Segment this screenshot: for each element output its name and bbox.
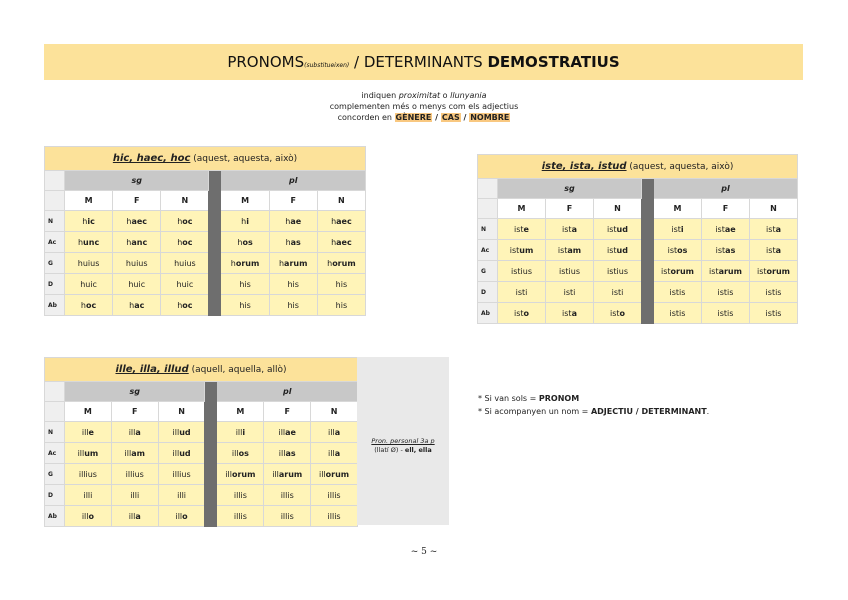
declension-cell: istis: [702, 282, 750, 303]
case-label: Ac: [45, 232, 65, 253]
declension-cell: istorum: [654, 261, 702, 282]
header-gender: F: [269, 191, 317, 211]
case-label: Ac: [45, 443, 65, 464]
declension-cell: illud: [158, 422, 205, 443]
declension-cell: hi: [221, 211, 269, 232]
declension-cell: illorum: [311, 464, 358, 485]
declension-cell: istis: [654, 282, 702, 303]
corner-cell: [45, 171, 65, 191]
case-label: Ab: [45, 295, 65, 316]
declension-cell: istius: [594, 261, 642, 282]
corner-cell: [478, 179, 498, 199]
declension-cell: istos: [654, 240, 702, 261]
column-separator: [209, 171, 221, 316]
header-plural: pl: [654, 179, 798, 199]
case-label: N: [478, 219, 498, 240]
declension-cell: haec: [317, 211, 365, 232]
declension-cell: istud: [594, 219, 642, 240]
declension-cell: hos: [221, 232, 269, 253]
table-title: [45, 147, 366, 171]
header-gender: M: [498, 199, 546, 219]
header-gender: N: [161, 191, 209, 211]
declension-cell: huius: [65, 253, 113, 274]
declension-cell: illis: [217, 506, 264, 527]
declension-cell: illis: [264, 485, 311, 506]
declension-cell: illis: [217, 485, 264, 506]
declension-cell: istis: [654, 303, 702, 324]
table-title-words: hic, haec, hoc: [112, 153, 191, 164]
declension-cell: illae: [264, 422, 311, 443]
header-singular: sg: [65, 382, 205, 402]
declension-cell: istum: [498, 240, 546, 261]
declension-cell: has: [269, 232, 317, 253]
side-note-title: Pron. personal 3a p: [371, 437, 435, 445]
declension-cell: istud: [594, 240, 642, 261]
corner-cell: [478, 199, 498, 219]
declension-cell: illius: [65, 464, 112, 485]
personal-pronoun-note: Pron. personal 3a p (llatí Ø) - ell, ella: [357, 357, 449, 525]
declension-cell: illa: [311, 422, 358, 443]
header-singular: sg: [498, 179, 642, 199]
corner-cell: [45, 382, 65, 402]
declension-cell: istam: [546, 240, 594, 261]
header-gender: N: [750, 199, 798, 219]
header-gender: F: [111, 402, 158, 422]
declension-cell: illarum: [264, 464, 311, 485]
declension-cell: isti: [654, 219, 702, 240]
table-hic-haec-hoc: [44, 146, 366, 316]
header-gender: N: [158, 402, 205, 422]
declension-cell: haec: [317, 232, 365, 253]
declension-cell: harum: [269, 253, 317, 274]
declension-cell: illas: [264, 443, 311, 464]
header-gender: M: [65, 191, 113, 211]
declension-cell: istas: [702, 240, 750, 261]
declension-cell: istis: [702, 303, 750, 324]
declension-cell: illi: [111, 485, 158, 506]
declension-cell: illius: [111, 464, 158, 485]
declension-cell: istius: [546, 261, 594, 282]
declension-cell: his: [221, 295, 269, 316]
table-title-words: iste, ista, istud: [541, 161, 627, 172]
case-label: G: [478, 261, 498, 282]
case-label: Ab: [478, 303, 498, 324]
case-label: D: [45, 274, 65, 295]
declension-cell: ista: [750, 219, 798, 240]
declension-cell: istarum: [702, 261, 750, 282]
header-plural: pl: [221, 171, 366, 191]
declension-cell: huic: [65, 274, 113, 295]
table-iste-ista-istud: [477, 154, 798, 324]
header-plural: pl: [217, 382, 358, 402]
declension-cell: isto: [498, 303, 546, 324]
header-gender: F: [113, 191, 161, 211]
note-determinant: * Si acompanyen un nom = ADJECTIU / DETERMINANT.: [478, 407, 710, 416]
declension-cell: hoc: [161, 232, 209, 253]
declension-cell: horum: [317, 253, 365, 274]
title-determinants: / DETERMINANTS: [349, 53, 488, 71]
declension-cell: istae: [702, 219, 750, 240]
table-title-gloss: (aquest, aquesta, això): [626, 162, 734, 172]
declension-cell: illum: [65, 443, 112, 464]
declension-cell: illa: [311, 443, 358, 464]
declension-cell: hic: [65, 211, 113, 232]
header-gender: F: [264, 402, 311, 422]
declension-cell: isti: [498, 282, 546, 303]
header-gender: M: [221, 191, 269, 211]
table-title-words: ille, illa, illud: [115, 364, 189, 375]
declension-cell: his: [317, 295, 365, 316]
declension-cell: istorum: [750, 261, 798, 282]
intro-text: indiquen proximitat o llunyania complementen més o menys com els adjectius concorden en GÈNERE / CAS / NOMBRE: [329, 91, 519, 122]
header-gender: M: [217, 402, 264, 422]
declension-cell: illi: [217, 422, 264, 443]
declension-cell: illud: [158, 443, 205, 464]
declension-cell: huius: [113, 253, 161, 274]
page-title: [44, 44, 803, 80]
page-number: ~ 5 ~: [410, 547, 438, 557]
declension-cell: illius: [158, 464, 205, 485]
declension-cell: hoc: [65, 295, 113, 316]
header-gender: F: [546, 199, 594, 219]
declension-cell: isti: [546, 282, 594, 303]
tag-nombre: NOMBRE: [470, 113, 510, 122]
declension-cell: his: [317, 274, 365, 295]
declension-cell: huic: [161, 274, 209, 295]
header-singular: sg: [65, 171, 209, 191]
case-label: G: [45, 253, 65, 274]
table-title: [478, 155, 798, 179]
declension-cell: his: [269, 295, 317, 316]
declension-cell: illo: [65, 506, 112, 527]
column-separator: [205, 382, 217, 527]
declension-cell: hoc: [161, 295, 209, 316]
case-label: N: [45, 211, 65, 232]
column-separator: [642, 179, 654, 324]
declension-cell: istis: [750, 282, 798, 303]
declension-cell: illi: [158, 485, 205, 506]
corner-cell: [45, 402, 65, 422]
table-title-gloss: (aquest, aquesta, això): [190, 154, 298, 164]
header-gender: F: [702, 199, 750, 219]
declension-cell: huic: [113, 274, 161, 295]
declension-cell: hanc: [113, 232, 161, 253]
tag-cas: CAS: [441, 113, 460, 122]
title-subtitle: (substitueixen): [304, 62, 350, 69]
table-ille-illa-illud: [44, 357, 358, 527]
declension-cell: hae: [269, 211, 317, 232]
declension-cell: isto: [594, 303, 642, 324]
header-gender: M: [65, 402, 112, 422]
declension-cell: his: [221, 274, 269, 295]
declension-cell: illi: [65, 485, 112, 506]
title-pronoms: PRONOMS: [227, 53, 305, 71]
usage-notes: [478, 392, 709, 418]
declension-cell: hunc: [65, 232, 113, 253]
declension-cell: illa: [111, 506, 158, 527]
case-label: Ac: [478, 240, 498, 261]
declension-cell: ista: [750, 240, 798, 261]
case-label: Ab: [45, 506, 65, 527]
case-label: G: [45, 464, 65, 485]
note-pronom: * Si van sols = PRONOM: [478, 394, 580, 403]
header-gender: M: [654, 199, 702, 219]
corner-cell: [45, 191, 65, 211]
declension-cell: his: [269, 274, 317, 295]
table-title: [45, 358, 358, 382]
declension-cell: ista: [546, 303, 594, 324]
declension-cell: horum: [221, 253, 269, 274]
table-title-gloss: (aquell, aquella, allò): [188, 365, 287, 375]
declension-cell: huius: [161, 253, 209, 274]
declension-cell: illam: [111, 443, 158, 464]
declension-cell: illorum: [217, 464, 264, 485]
declension-cell: haec: [113, 211, 161, 232]
declension-cell: hac: [113, 295, 161, 316]
case-label: D: [45, 485, 65, 506]
declension-cell: ista: [546, 219, 594, 240]
case-label: N: [45, 422, 65, 443]
header-gender: N: [317, 191, 365, 211]
declension-cell: illis: [264, 506, 311, 527]
declension-cell: isti: [594, 282, 642, 303]
title-demostratius: DEMOSTRATIUS: [487, 53, 620, 71]
declension-cell: illis: [311, 506, 358, 527]
header-gender: N: [311, 402, 358, 422]
declension-cell: ille: [65, 422, 112, 443]
declension-cell: illa: [111, 422, 158, 443]
declension-cell: illis: [311, 485, 358, 506]
tag-genere: GÈNERE: [395, 113, 432, 122]
case-label: D: [478, 282, 498, 303]
declension-cell: illos: [217, 443, 264, 464]
header-gender: N: [594, 199, 642, 219]
declension-cell: illo: [158, 506, 205, 527]
declension-cell: iste: [498, 219, 546, 240]
declension-cell: hoc: [161, 211, 209, 232]
declension-cell: istius: [498, 261, 546, 282]
declension-cell: istis: [750, 303, 798, 324]
